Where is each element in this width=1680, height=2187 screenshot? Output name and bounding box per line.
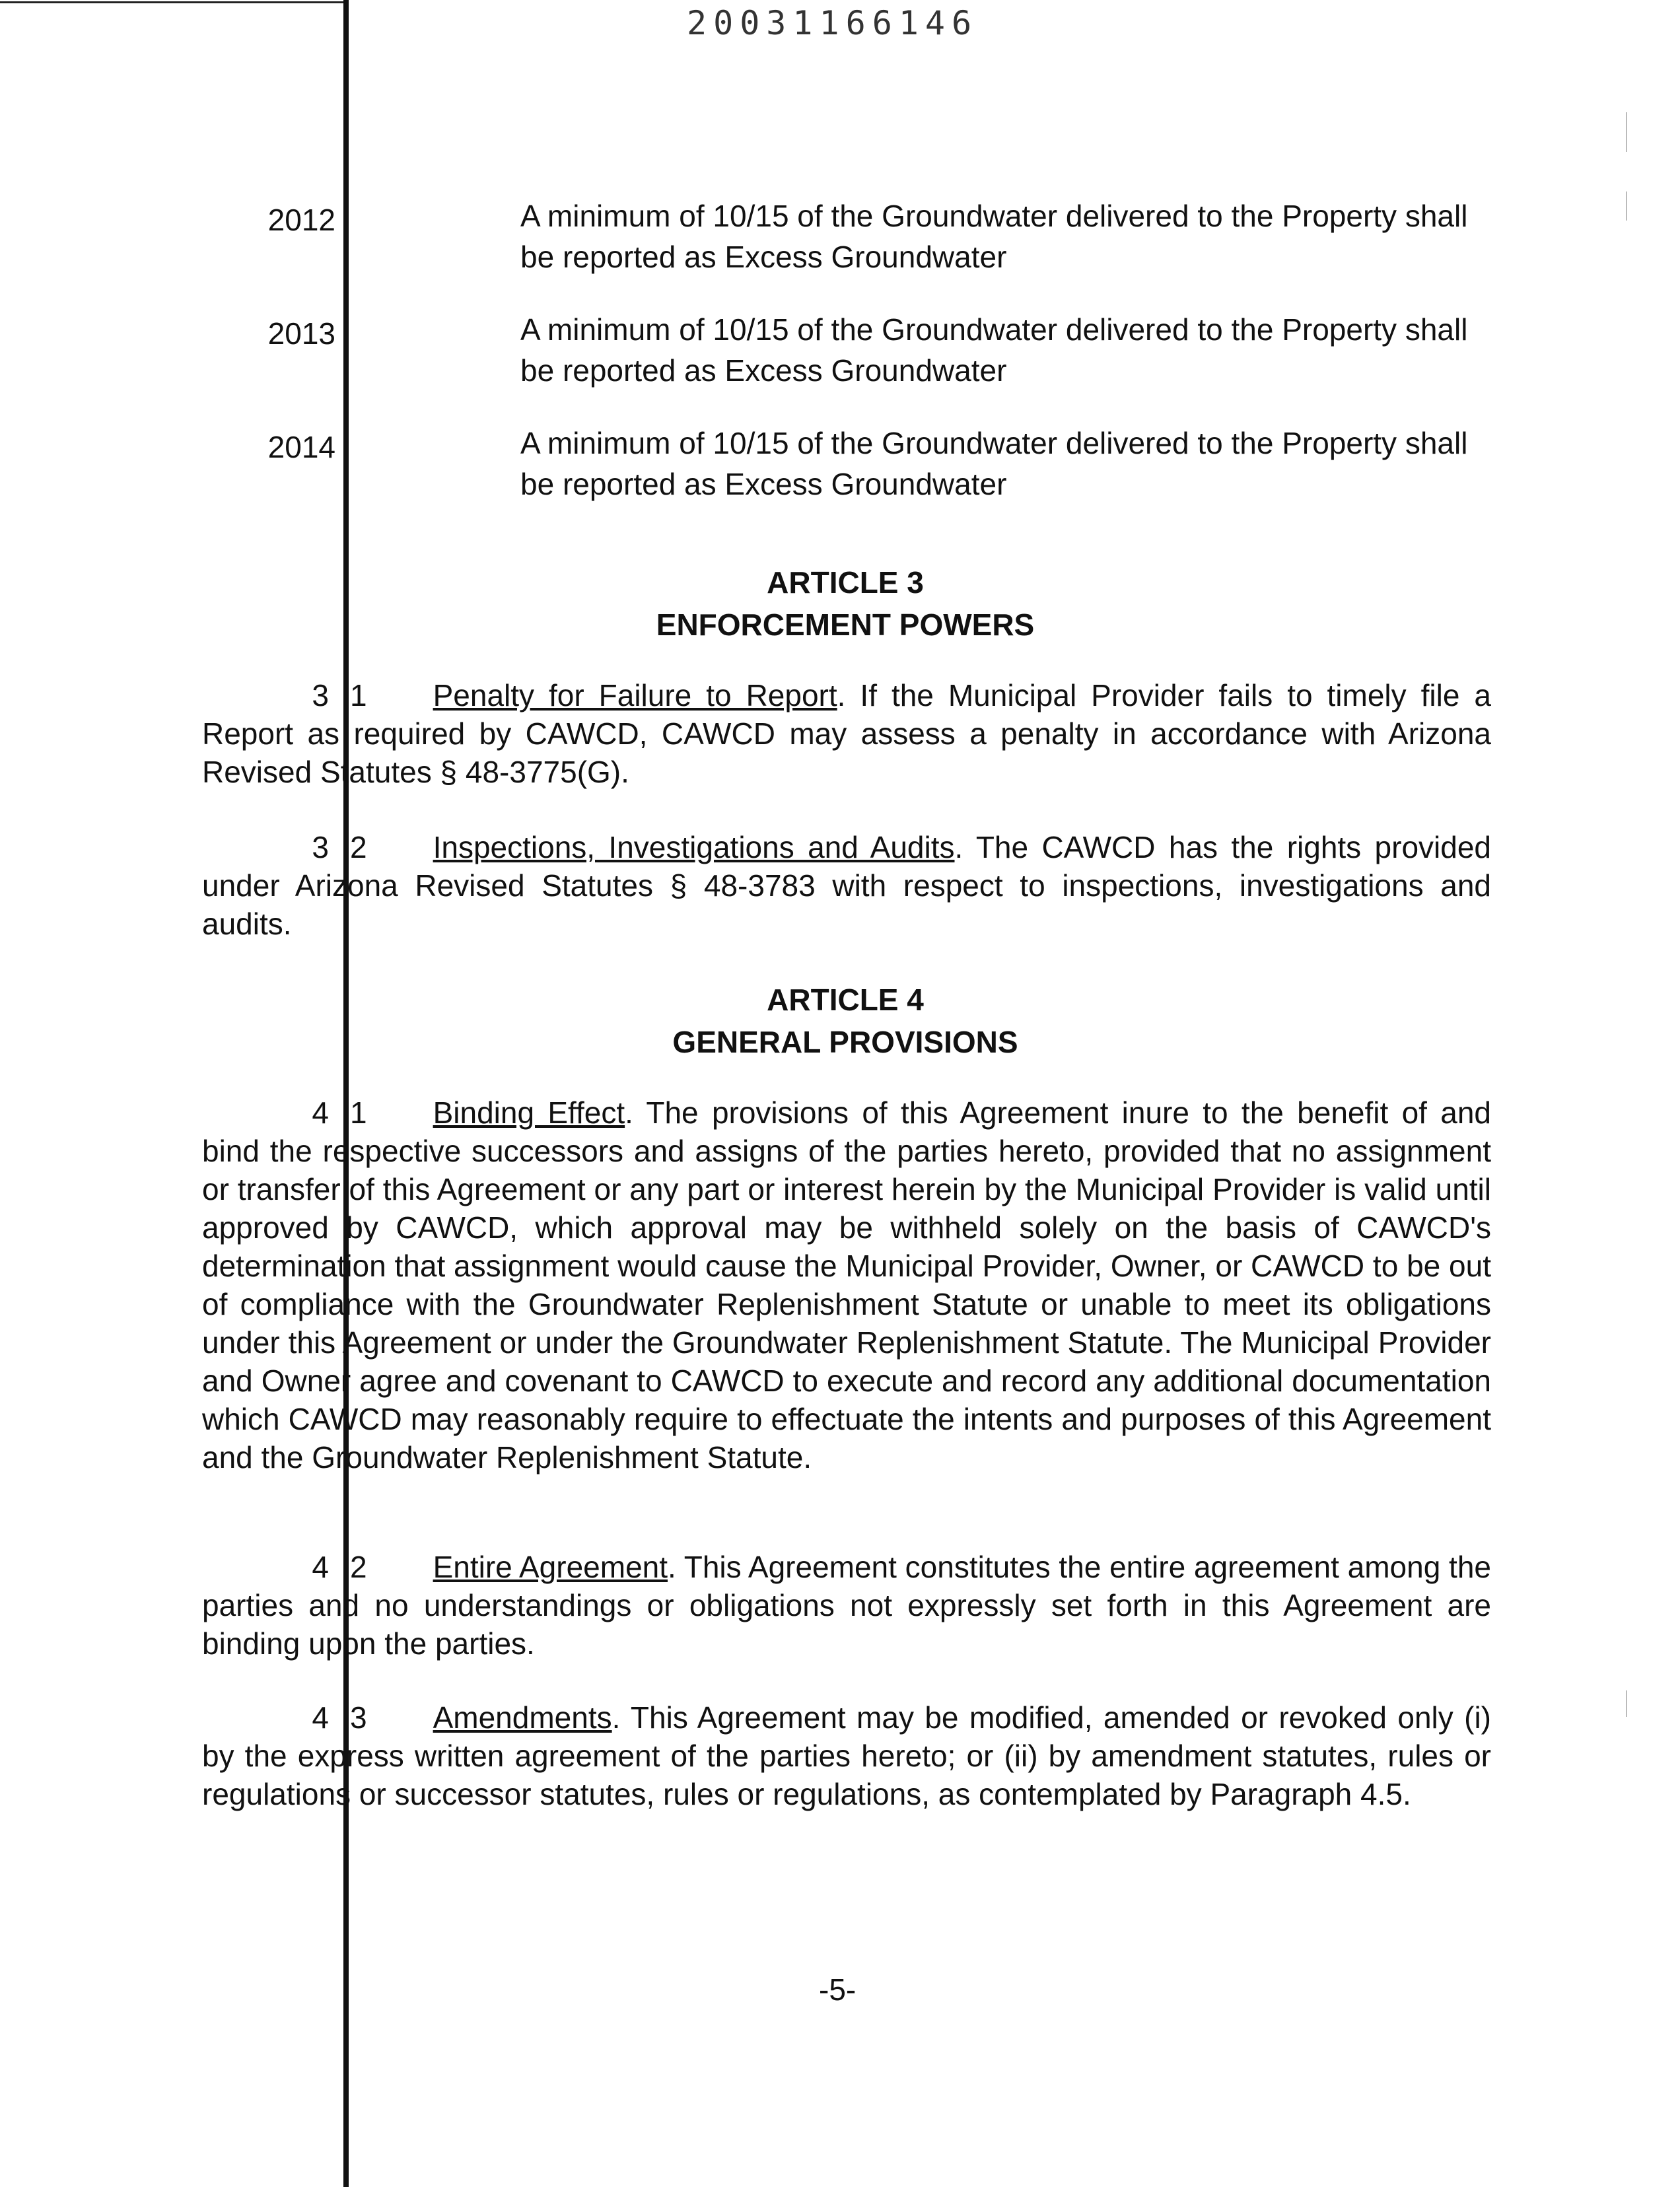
schedule-year: 2012 xyxy=(267,203,335,237)
article-4-heading xyxy=(343,979,1347,1063)
schedule-text: A minimum of 10/15 of the Groundwater delivered to the Property shall be reported as Excess Groundwater xyxy=(520,199,1468,274)
article-title: GENERAL PROVISIONS xyxy=(672,1025,1018,1059)
schedule-year: 2013 xyxy=(267,316,335,351)
section-sub-number: 2 xyxy=(350,1550,367,1584)
section-4-2 xyxy=(202,1548,1491,1663)
scan-top-rule xyxy=(0,1,343,3)
scan-speck xyxy=(1626,112,1627,152)
page-number: -5- xyxy=(819,1972,857,2007)
article-title: ENFORCEMENT POWERS xyxy=(656,608,1035,642)
section-number: 4 xyxy=(312,1700,329,1735)
section-title: Penalty for Failure to Report xyxy=(433,678,837,712)
schedule-text: A minimum of 10/15 of the Groundwater delivered to the Property shall be reported as Excess Groundwater xyxy=(520,426,1468,501)
section-title: Inspections, Investigations and Audits xyxy=(433,830,955,864)
recording-number: 20031166146 xyxy=(687,4,979,42)
section-body: . If the Municipal Provider fails to timely file a Report as required by CAWCD, CAWCD may assess a penalty in accordance with Arizona Revised Statutes § 48-3775(G). xyxy=(202,678,1491,789)
section-sub-number: 2 xyxy=(350,830,367,864)
section-sub-number: 3 xyxy=(350,1700,367,1735)
scan-speck xyxy=(1626,1690,1627,1717)
section-body: . The provisions of this Agreement inure to the benefit of and bind the respective successors and assigns of the parties hereto, provided that no assignment or transfer of this Agreement or any part or interest herein by the Municipal Provider is valid until approved by CAWCD, which approval may be withheld solely on the basis of CAWCD's determination that assignment would cause the Municipal Provider, Owner, or CAWCD to be out of compliance with the Groundwater Replenishment Statute or unable to meet its obligations under this Agreement or under the Groundwater Replenishment Statute. The Municipal Provider and Owner agree and covenant to CAWCD to execute and record any additional documentation which CAWCD may reasonably require to effectuate the intents and purposes of this Agreement and the Groundwater Replenishment Statute. xyxy=(202,1095,1491,1475)
article-number: ARTICLE 3 xyxy=(767,565,924,600)
section-3-2 xyxy=(202,828,1491,943)
section-title: Amendments xyxy=(433,1700,612,1735)
section-number: 3 xyxy=(312,678,329,712)
section-number: 4 xyxy=(312,1095,329,1130)
section-title: Binding Effect xyxy=(433,1095,625,1130)
section-title: Entire Agreement xyxy=(433,1550,668,1584)
schedule-text: A minimum of 10/15 of the Groundwater delivered to the Property shall be reported as Excess Groundwater xyxy=(520,312,1468,388)
scan-speck xyxy=(1626,191,1627,221)
section-sub-number: 1 xyxy=(350,1095,367,1130)
section-number: 3 xyxy=(312,830,329,864)
section-body: . The CAWCD has the rights provided under Arizona Revised Statutes § 48-3783 with respect to inspections, investigations and audits. xyxy=(202,830,1491,941)
section-sub-number: 1 xyxy=(350,678,367,712)
section-body: . This Agreement may be modified, amended or revoked only (i) by the express written agreement of the parties hereto; or (ii) by amendment statutes, rules or regulations or successor statutes, rules or regulations, as contemplated by Paragraph 4.5. xyxy=(202,1700,1491,1811)
schedule-year: 2014 xyxy=(267,430,335,464)
section-body: . This Agreement constitutes the entire agreement among the parties and no understandings or obligations not expressly set forth in this Agreement are binding upon the parties. xyxy=(202,1550,1492,1661)
article-3-heading xyxy=(343,561,1347,646)
section-4-3 xyxy=(202,1698,1491,1813)
section-number: 4 xyxy=(312,1550,329,1584)
article-number: ARTICLE 4 xyxy=(767,983,924,1017)
section-4-1 xyxy=(202,1094,1491,1476)
section-3-1 xyxy=(202,676,1491,791)
